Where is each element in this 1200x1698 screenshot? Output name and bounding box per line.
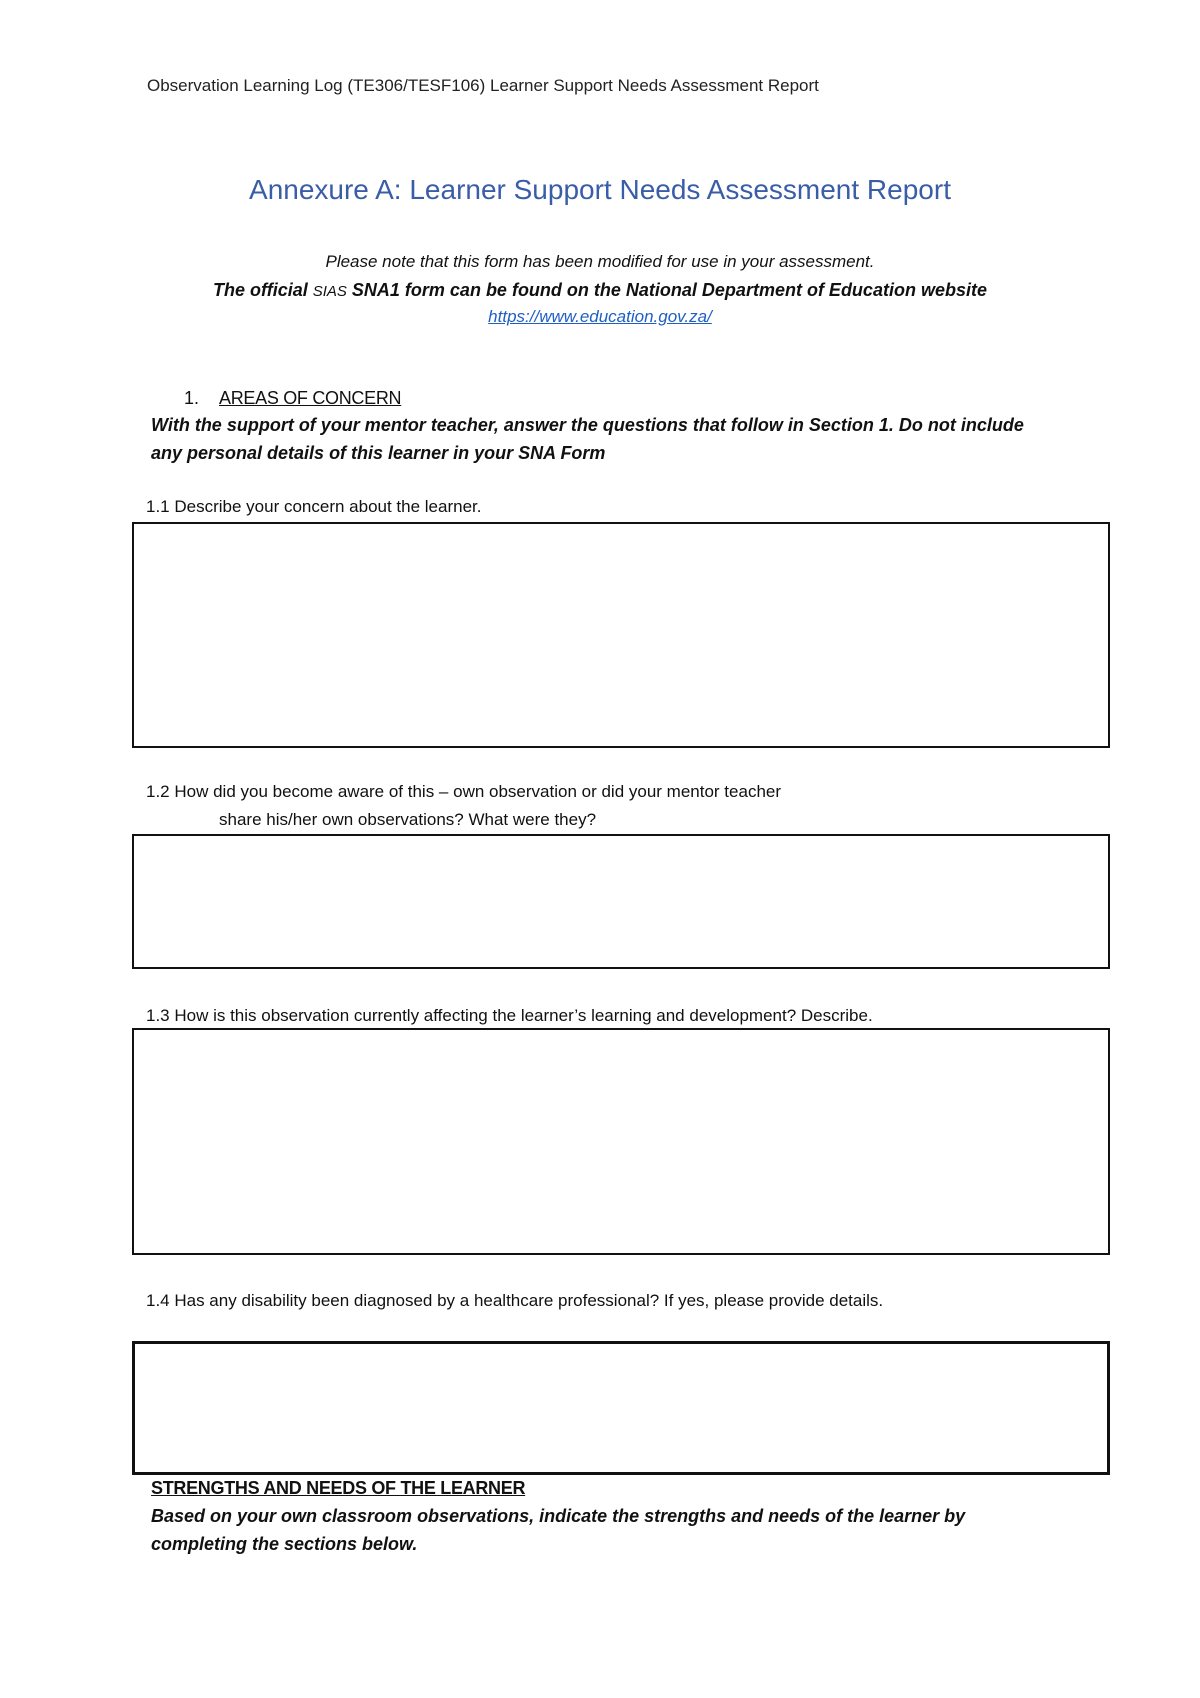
section2-title: STRENGTHS AND NEEDS OF THE LEARNER — [151, 1478, 526, 1498]
sias-label: SIAS — [312, 283, 347, 300]
modification-note: Please note that this form has been modified for use in your assessment. — [325, 252, 875, 271]
section1-title: AREAS OF CONCERN — [219, 388, 402, 408]
official-form-note — [0, 280, 1200, 301]
education-website-link[interactable]: https://www.education.gov.za/ — [488, 307, 712, 326]
answer-box-1-3[interactable] — [132, 1028, 1110, 1255]
question-1-2: 1.2 How did you become aware of this – own observation or did your mentor teacher — [146, 782, 782, 801]
official-form-note-part2: SNA1 form can be found on the National Department of Education website — [346, 280, 987, 300]
question-1-3: 1.3 How is this observation currently affecting the learner’s learning and development? Describe. — [146, 1006, 873, 1025]
question-1-2-continued: share his/her own observations? What were they? — [219, 810, 597, 829]
section1-instructions: With the support of your mentor teacher, answer the questions that follow in Section 1. Do not include any personal details of this learner in your SNA Form — [151, 415, 1024, 463]
running-header: Observation Learning Log (TE306/TESF106) Learner Support Needs Assessment Report — [147, 76, 819, 95]
document-title: Annexure A: Learner Support Needs Assessment Report — [249, 174, 951, 205]
question-1-1: 1.1 Describe your concern about the learner. — [146, 497, 482, 516]
section2-instructions: Based on your own classroom observations, indicate the strengths and needs of the learner by completing the sections below. — [151, 1506, 966, 1554]
question-1-4: 1.4 Has any disability been diagnosed by a healthcare professional? If yes, please provide details. — [146, 1291, 884, 1310]
official-form-note-part1: The official — [213, 280, 313, 300]
answer-box-1-2[interactable] — [132, 834, 1110, 969]
answer-box-1-4[interactable] — [132, 1341, 1110, 1475]
section1-number: 1. — [184, 388, 200, 408]
answer-box-1-1[interactable] — [132, 522, 1110, 748]
